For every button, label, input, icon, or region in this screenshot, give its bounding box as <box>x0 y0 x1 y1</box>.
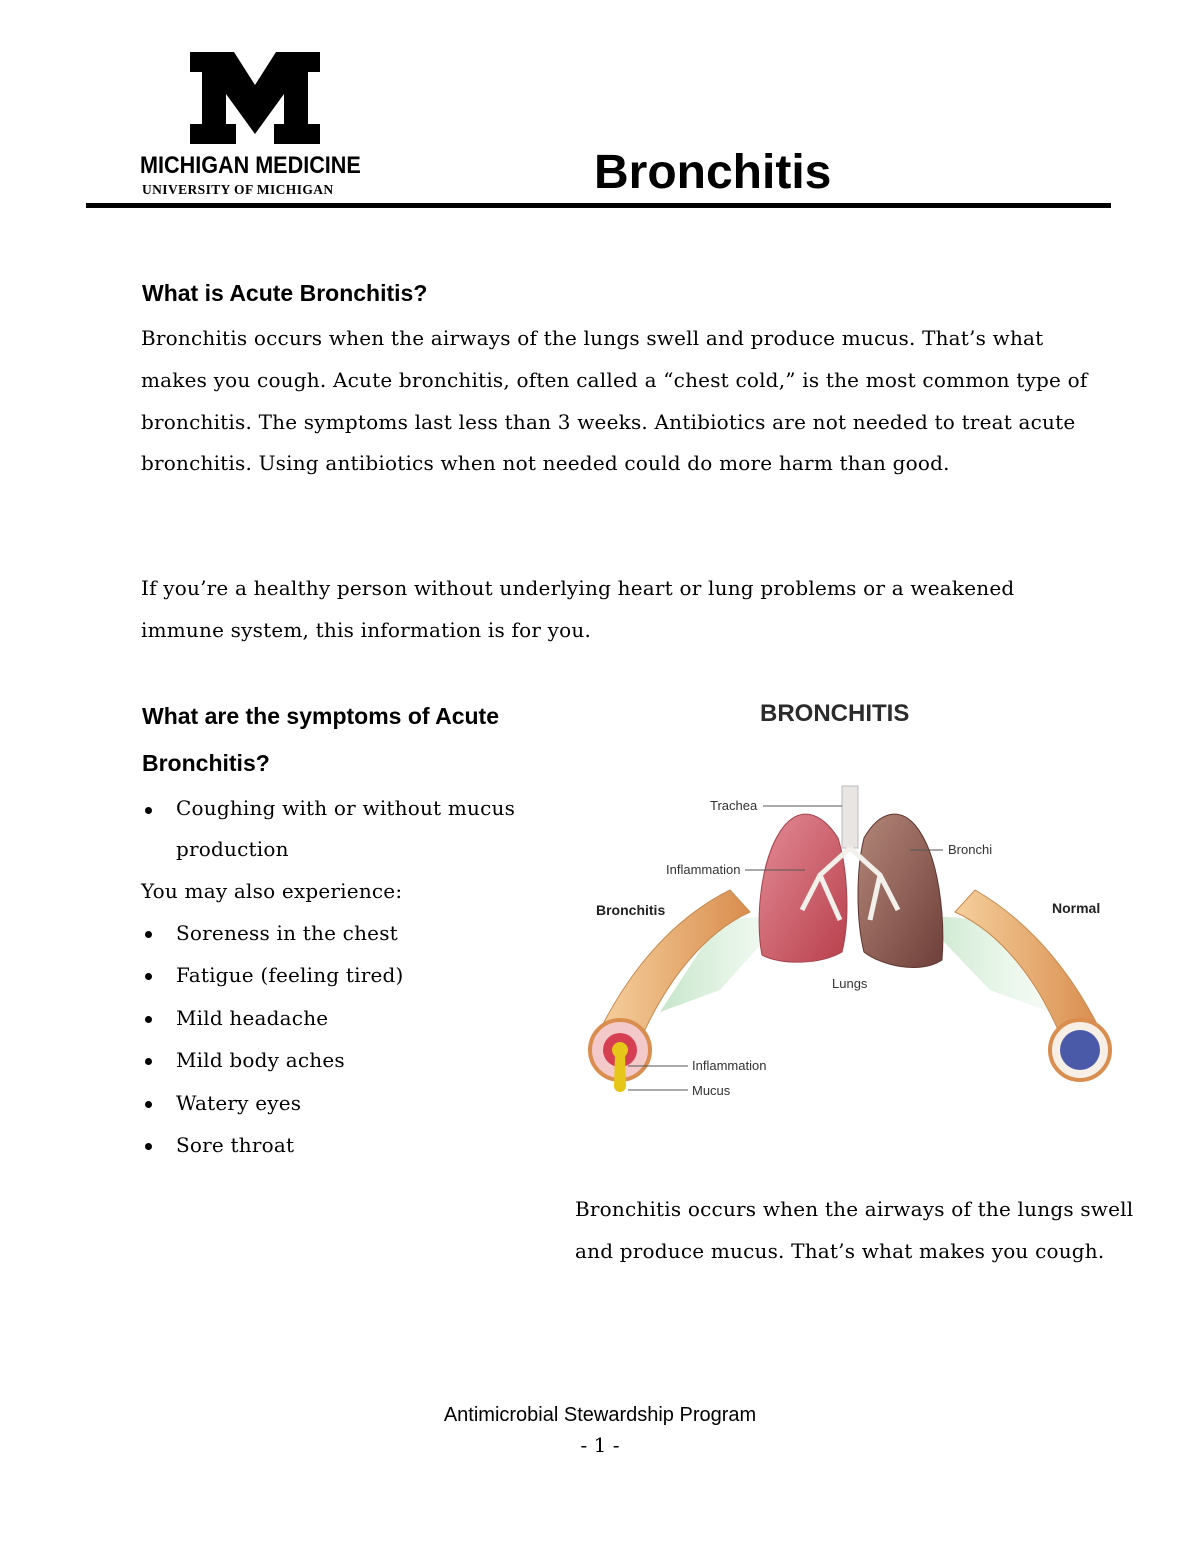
block-m-logo-icon <box>190 52 320 144</box>
list-item <box>141 1124 521 1166</box>
list-item-text: Mild headache <box>176 1005 329 1030</box>
bullet-icon <box>145 973 152 980</box>
symptoms-heading: What are the symptoms of Acute Bronchitis? <box>142 703 499 776</box>
bullet-icon <box>145 1016 152 1023</box>
bullet-icon <box>145 807 152 814</box>
inflammation-bottom-label: Inflammation <box>692 1058 767 1073</box>
intro-paragraph: Bronchitis occurs when the airways of the lungs swell and produce mucus. That’s what makes you cough. Acute bronchitis, often called a “chest cold,” is the most common type of bronchitis. The symptoms last less than 3 weeks. Antibiotics are not needed to treat acute bronchitis. Using antibiotics when not needed could do more harm than good. <box>141 326 1088 476</box>
list-item-text: Fatigue (feeling tired) <box>176 963 404 988</box>
list-item <box>141 1082 521 1124</box>
audience-paragraph: If you’re a healthy person without underlying heart or lung problems or a weakened immune system, this information is for you. <box>141 576 1015 642</box>
trachea-label: Trachea <box>710 798 758 813</box>
bullet-icon <box>145 1143 152 1150</box>
bullet-icon <box>145 1101 152 1108</box>
list-item-text: Soreness in the chest <box>176 921 398 945</box>
list-item <box>141 1039 521 1081</box>
figure-caption: Bronchitis occurs when the airways of the lungs swell and produce mucus. That’s what makes you cough. <box>575 1197 1134 1263</box>
logo-subtitle: UNIVERSITY OF MICHIGAN <box>142 182 334 197</box>
figure-title: BRONCHITIS <box>760 700 910 727</box>
lungs-diagram-icon <box>580 690 1130 1110</box>
logo-name: MICHIGAN MEDICINE <box>140 152 361 179</box>
lungs-label: Lungs <box>832 976 868 991</box>
list-item <box>141 788 521 870</box>
list-item-text: Sore throat <box>176 1133 295 1158</box>
list-item <box>141 912 521 954</box>
list-item <box>141 954 521 996</box>
mucus-label: Mucus <box>692 1083 731 1098</box>
primary-symptom-list <box>141 788 521 870</box>
additional-symptom-list <box>141 912 521 1166</box>
normal-label: Normal <box>1052 900 1101 916</box>
inflammation-top-label: Inflammation <box>666 862 741 877</box>
bronchitis-illustration <box>580 690 1130 1110</box>
bullet-icon <box>145 931 152 938</box>
bronchi-label: Bronchi <box>948 842 993 857</box>
list-item-text: Coughing with or without mucus production <box>176 796 516 861</box>
bullet-icon <box>145 1058 152 1065</box>
also-experience-label: You may also experience: <box>141 879 403 903</box>
intro-heading: What is Acute Bronchitis? <box>142 280 428 306</box>
list-item <box>141 997 521 1039</box>
list-item-text: Watery eyes <box>176 1090 302 1115</box>
header-divider <box>86 203 1111 208</box>
list-item-text: Mild body aches <box>176 1048 345 1073</box>
page-title: Bronchitis <box>594 146 832 199</box>
page-number: - 1 - <box>580 1433 620 1457</box>
footer-program: Antimicrobial Stewardship Program <box>443 1404 757 1426</box>
bronchitis-label: Bronchitis <box>596 902 666 918</box>
